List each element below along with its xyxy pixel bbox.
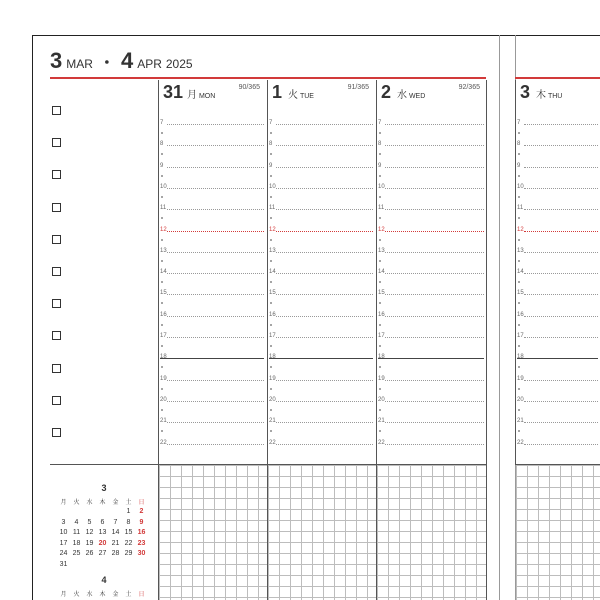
hour-label: 15 [378, 290, 385, 297]
mini-calendar-weekday: 木 [99, 500, 106, 506]
task-checkbox[interactable] [52, 396, 61, 405]
day-number: 2 [381, 82, 392, 102]
hour-line[interactable] [385, 124, 484, 125]
half-hour-dot [161, 239, 163, 241]
mini-calendar-date[interactable]: 20 [98, 539, 107, 547]
half-hour-dot [161, 302, 163, 304]
day-of-year-count: 91/365 [347, 84, 369, 91]
half-hour-dot [379, 409, 381, 411]
hour-label: 12 [517, 226, 524, 233]
hour-label: 7 [378, 120, 382, 126]
half-hour-dot [379, 324, 381, 326]
half-hour-dot [270, 196, 272, 198]
page-gutter-left [499, 35, 500, 600]
hour-line[interactable] [276, 380, 373, 381]
hour-line[interactable] [524, 422, 598, 423]
hour-label: 7 [160, 120, 164, 126]
half-hour-dot [379, 345, 381, 347]
mini-calendar-weekday: 水 [86, 500, 93, 506]
task-checkbox[interactable] [52, 106, 61, 115]
hour-label: 21 [160, 418, 167, 425]
hour-line[interactable] [167, 401, 264, 402]
hour-label: 12 [160, 226, 167, 233]
mini-calendar-date[interactable]: 19 [85, 539, 94, 547]
hour-label: 15 [160, 290, 167, 297]
hour-line[interactable] [167, 145, 264, 146]
mini-calendar-weekday: 月 [60, 500, 67, 506]
half-hour-dot [518, 196, 520, 198]
half-hour-dot [518, 217, 520, 219]
hour-line[interactable] [276, 145, 373, 146]
mini-calendar-weekday: 日 [138, 592, 145, 598]
half-hour-dot [379, 132, 381, 134]
mini-calendar-date[interactable]: 16 [137, 529, 146, 536]
half-hour-dot [270, 217, 272, 219]
half-hour-dot [379, 196, 381, 198]
next-page-red-rule [515, 77, 600, 79]
half-hour-dot [518, 281, 520, 283]
header-red-rule [50, 77, 486, 79]
hour-line[interactable] [276, 124, 373, 125]
half-hour-dot [270, 409, 272, 411]
task-checkbox[interactable] [52, 170, 61, 179]
half-hour-dot [161, 132, 163, 134]
year-label: 2025 [165, 57, 193, 71]
mini-calendar-weekday: 土 [125, 592, 132, 598]
hour-line[interactable] [167, 294, 264, 295]
half-hour-dot [518, 324, 520, 326]
task-checkbox[interactable] [52, 299, 61, 308]
hour-line[interactable] [524, 294, 598, 295]
hour-label: 14 [269, 269, 276, 276]
month-separator: ・ [98, 55, 115, 72]
hour-line[interactable] [524, 273, 598, 274]
hour-line[interactable] [385, 145, 484, 146]
weekday-jp: 月 [187, 90, 197, 101]
mini-calendar-date[interactable]: 22 [124, 539, 133, 547]
hour-line[interactable] [276, 252, 373, 253]
hour-line[interactable] [524, 337, 598, 338]
hour-label: 16 [378, 311, 385, 318]
hour-label: 15 [269, 290, 276, 297]
hour-line[interactable] [167, 124, 264, 125]
task-checkbox[interactable] [52, 331, 61, 340]
hour-line[interactable] [385, 188, 484, 189]
mini-calendar-date[interactable]: 11 [72, 529, 81, 536]
hour-line[interactable] [385, 273, 484, 274]
day-column-2-header [267, 81, 375, 103]
mini-calendar-weekday: 土 [125, 500, 132, 506]
day-column-3-header [376, 81, 486, 103]
day-of-year-count: 92/365 [458, 84, 480, 91]
hour-line[interactable] [276, 337, 373, 338]
hour-line[interactable] [276, 401, 373, 402]
weekday-jp: 火 [288, 90, 298, 101]
hour-line[interactable] [385, 231, 484, 232]
hour-line[interactable] [524, 188, 598, 189]
hour-label: 13 [378, 247, 385, 254]
half-hour-dot [518, 409, 520, 411]
hour-line[interactable] [276, 444, 373, 445]
hour-label: 11 [160, 205, 167, 212]
weekday-en: THU [546, 93, 563, 100]
hour-label: 20 [517, 396, 524, 403]
half-hour-dot [161, 281, 163, 283]
mini-calendar-date[interactable]: 26 [85, 550, 94, 557]
day-weekday [397, 86, 425, 101]
half-hour-dot [270, 175, 272, 177]
hour-line[interactable] [276, 294, 373, 295]
mini-calendar-date[interactable]: 1 [126, 508, 131, 515]
half-hour-dot [518, 345, 520, 347]
half-hour-dot [270, 366, 272, 368]
hour-label: 18 [269, 354, 276, 361]
hour-label: 17 [160, 333, 167, 339]
hour-line[interactable] [385, 252, 484, 253]
hour-label: 12 [378, 226, 385, 233]
hour-label: 18 [160, 354, 167, 361]
half-hour-dot [379, 430, 381, 432]
hour-line[interactable] [524, 145, 598, 146]
hour-line[interactable] [524, 124, 598, 125]
mini-calendar-weekday: 金 [112, 592, 119, 598]
hour-line[interactable] [167, 231, 264, 232]
hour-label: 14 [160, 269, 167, 276]
day-column-3-right-border [486, 80, 487, 600]
hour-label: 16 [269, 311, 276, 318]
hour-line[interactable] [276, 231, 373, 232]
half-hour-dot [161, 345, 163, 347]
half-hour-dot [270, 324, 272, 326]
hour-line[interactable] [276, 167, 373, 168]
hour-label: 13 [517, 247, 524, 254]
hour-line[interactable] [385, 209, 484, 210]
hour-label: 7 [517, 120, 521, 126]
mini-calendar-weekday: 木 [99, 592, 106, 598]
mini-calendar-date[interactable]: 24 [59, 550, 68, 557]
hour-line[interactable] [167, 380, 264, 381]
half-hour-dot [379, 217, 381, 219]
day-column-1-header [158, 81, 266, 103]
half-hour-dot [270, 281, 272, 283]
hour-label: 16 [517, 311, 524, 318]
hour-line[interactable] [524, 231, 598, 232]
hour-line[interactable] [385, 401, 484, 402]
mini-calendar-date[interactable]: 6 [100, 518, 105, 526]
half-hour-dot [518, 132, 520, 134]
mini-calendar-date[interactable]: 25 [72, 550, 81, 557]
half-hour-dot [270, 430, 272, 432]
hour-line[interactable] [167, 209, 264, 210]
mini-calendar-date[interactable]: 3 [61, 518, 66, 526]
mini-calendar-date[interactable]: 29 [124, 550, 133, 557]
mini-calendar-date[interactable]: 31 [59, 560, 68, 568]
task-checkbox[interactable] [52, 364, 61, 373]
month-header [50, 48, 485, 80]
half-hour-dot [518, 153, 520, 155]
day-of-year-count: 90/365 [238, 84, 260, 91]
hour-line[interactable] [160, 358, 264, 359]
half-hour-dot [161, 175, 163, 177]
hour-label: 19 [269, 375, 276, 382]
hour-label: 11 [269, 205, 276, 212]
hour-line[interactable] [276, 273, 373, 274]
month-start-abbr: MAR [66, 57, 93, 71]
mini-calendar-weekday: 火 [73, 592, 80, 598]
hour-label: 14 [378, 269, 385, 276]
mini-calendar-date[interactable]: 28 [111, 550, 120, 557]
hour-label: 19 [160, 375, 167, 382]
next-page-day-header [515, 81, 600, 103]
hour-label: 17 [269, 333, 276, 339]
hour-label: 7 [269, 120, 273, 126]
hour-line[interactable] [385, 294, 484, 295]
task-checkbox[interactable] [52, 235, 61, 244]
hour-line[interactable] [167, 167, 264, 168]
hour-line[interactable] [385, 422, 484, 423]
mini-calendar-date[interactable]: 21 [111, 539, 120, 547]
mini-calendar-date[interactable]: 9 [139, 518, 144, 526]
hour-line[interactable] [276, 188, 373, 189]
hour-label: 11 [378, 205, 385, 212]
hour-label: 10 [269, 183, 276, 190]
mini-calendar-weekday: 日 [138, 500, 145, 506]
hour-line[interactable] [524, 167, 598, 168]
hour-label: 8 [160, 141, 164, 148]
hour-line[interactable] [167, 422, 264, 423]
hour-line[interactable] [385, 380, 484, 381]
month-end-number: 4 [120, 48, 134, 73]
hour-line[interactable] [167, 252, 264, 253]
hour-line[interactable] [276, 209, 373, 210]
hour-label: 22 [517, 439, 524, 446]
hour-label: 22 [160, 439, 167, 446]
month-end-abbr: APR [137, 57, 162, 71]
weekday-jp: 木 [536, 90, 546, 101]
mini-calendar-title: 3 [101, 483, 107, 493]
weekday-jp: 水 [397, 90, 407, 101]
notes-grid-next-page[interactable] [516, 465, 600, 600]
half-hour-dot [270, 302, 272, 304]
hour-line[interactable] [385, 316, 484, 317]
notes-grid-day-3[interactable] [377, 465, 486, 600]
hour-label: 15 [517, 290, 524, 297]
frame-left-border [32, 35, 33, 600]
hour-label: 20 [160, 396, 167, 403]
hour-label: 17 [517, 333, 524, 339]
hour-line[interactable] [167, 444, 264, 445]
half-hour-dot [270, 388, 272, 390]
hour-line[interactable] [524, 444, 598, 445]
hour-line[interactable] [167, 188, 264, 189]
half-hour-dot [161, 217, 163, 219]
hour-label: 21 [517, 418, 524, 425]
half-hour-dot [161, 430, 163, 432]
day-weekday [288, 86, 314, 101]
day-number: 3 [520, 82, 531, 102]
hour-label: 18 [378, 354, 385, 361]
day-weekday [187, 86, 215, 101]
half-hour-dot [379, 388, 381, 390]
hour-line[interactable] [524, 380, 598, 381]
hour-label: 8 [378, 141, 382, 148]
mini-calendar-date[interactable]: 14 [111, 529, 120, 536]
hour-label: 9 [517, 162, 521, 169]
hour-label: 10 [517, 183, 524, 190]
half-hour-dot [379, 153, 381, 155]
hour-line[interactable] [385, 444, 484, 445]
mini-calendar-weekday: 月 [60, 592, 67, 598]
hour-label: 8 [517, 141, 521, 148]
hour-line[interactable] [269, 358, 373, 359]
half-hour-dot [379, 175, 381, 177]
hour-label: 14 [517, 269, 524, 276]
half-hour-dot [518, 430, 520, 432]
hour-label: 21 [269, 418, 276, 425]
hour-line[interactable] [276, 422, 373, 423]
hour-label: 11 [517, 205, 524, 212]
task-checkbox[interactable] [52, 138, 61, 147]
half-hour-dot [379, 366, 381, 368]
hour-label: 12 [269, 226, 276, 233]
day-number: 31 [163, 82, 184, 102]
half-hour-dot [161, 366, 163, 368]
half-hour-dot [379, 302, 381, 304]
half-hour-dot [379, 260, 381, 262]
mini-calendar-date[interactable]: 30 [137, 550, 146, 557]
half-hour-dot [518, 302, 520, 304]
hour-label: 16 [160, 311, 167, 318]
half-hour-dot [161, 409, 163, 411]
half-hour-dot [270, 132, 272, 134]
mini-calendar-date[interactable]: 5 [87, 518, 92, 526]
next-page-day-left-border [515, 80, 516, 464]
hour-label: 20 [269, 396, 276, 403]
half-hour-dot [270, 260, 272, 262]
weekday-en: TUE [298, 93, 314, 100]
half-hour-dot [379, 281, 381, 283]
half-hour-dot [379, 239, 381, 241]
hour-label: 22 [269, 439, 276, 446]
mini-calendar-weekday: 水 [86, 592, 93, 598]
hour-label: 19 [378, 375, 385, 382]
half-hour-dot [518, 388, 520, 390]
hour-label: 20 [378, 396, 385, 403]
notes-grid-day-2[interactable] [268, 465, 376, 600]
hour-line[interactable] [524, 209, 598, 210]
hour-line[interactable] [167, 337, 264, 338]
half-hour-dot [161, 260, 163, 262]
mini-calendar-date[interactable]: 12 [85, 529, 94, 536]
mini-calendar-date[interactable]: 27 [98, 550, 107, 557]
hour-line[interactable] [524, 252, 598, 253]
weekday-en: WED [407, 93, 426, 100]
mini-calendar-weekday: 金 [112, 500, 119, 506]
half-hour-dot [518, 260, 520, 262]
hour-line[interactable] [378, 358, 484, 359]
half-hour-dot [518, 175, 520, 177]
hour-label: 17 [378, 333, 385, 339]
half-hour-dot [161, 388, 163, 390]
mini-calendar-date[interactable]: 2 [139, 508, 144, 515]
hour-label: 13 [269, 247, 276, 254]
mini-calendar-weekday: 火 [73, 500, 80, 506]
hour-line[interactable] [167, 316, 264, 317]
half-hour-dot [161, 324, 163, 326]
hour-label: 8 [269, 141, 273, 148]
hour-label: 13 [160, 247, 167, 254]
half-hour-dot [270, 345, 272, 347]
half-hour-dot [270, 153, 272, 155]
hour-line[interactable] [524, 316, 598, 317]
hour-label: 22 [378, 439, 385, 446]
mini-calendar-date[interactable]: 7 [113, 518, 118, 526]
mini-calendar-date[interactable]: 13 [98, 529, 107, 536]
half-hour-dot [161, 153, 163, 155]
task-checkbox[interactable] [52, 203, 61, 212]
mini-calendar-date[interactable]: 8 [126, 518, 131, 526]
hour-label: 10 [160, 183, 167, 190]
mini-calendar-date[interactable]: 17 [59, 539, 68, 547]
mini-calendar-date[interactable]: 18 [72, 539, 81, 547]
half-hour-dot [270, 239, 272, 241]
mini-calendar-date[interactable]: 4 [74, 518, 79, 526]
hour-line[interactable] [276, 316, 373, 317]
hour-line[interactable] [385, 337, 484, 338]
mini-calendar-date[interactable]: 10 [59, 529, 68, 536]
weekday-en: MON [197, 93, 216, 100]
hour-label: 18 [517, 354, 524, 361]
hour-label: 10 [378, 183, 385, 190]
hour-label: 9 [269, 162, 273, 169]
notes-grid-day-1[interactable] [159, 465, 267, 600]
task-checkbox[interactable] [52, 267, 61, 276]
hour-label: 21 [378, 418, 385, 425]
hour-line[interactable] [524, 401, 598, 402]
half-hour-dot [518, 239, 520, 241]
day-weekday [536, 86, 562, 101]
task-checkbox[interactable] [52, 428, 61, 437]
half-hour-dot [518, 366, 520, 368]
mini-calendar-date[interactable]: 15 [124, 529, 133, 536]
hour-label: 19 [517, 375, 524, 382]
hour-line[interactable] [517, 358, 598, 359]
month-start-number: 3 [50, 48, 63, 73]
mini-calendar-title: 4 [101, 575, 107, 585]
hour-label: 9 [378, 162, 382, 169]
mini-calendar-date[interactable]: 23 [137, 539, 146, 547]
half-hour-dot [161, 196, 163, 198]
hour-line[interactable] [385, 167, 484, 168]
day-number: 1 [272, 82, 283, 102]
hour-label: 9 [160, 162, 164, 169]
hour-line[interactable] [167, 273, 264, 274]
